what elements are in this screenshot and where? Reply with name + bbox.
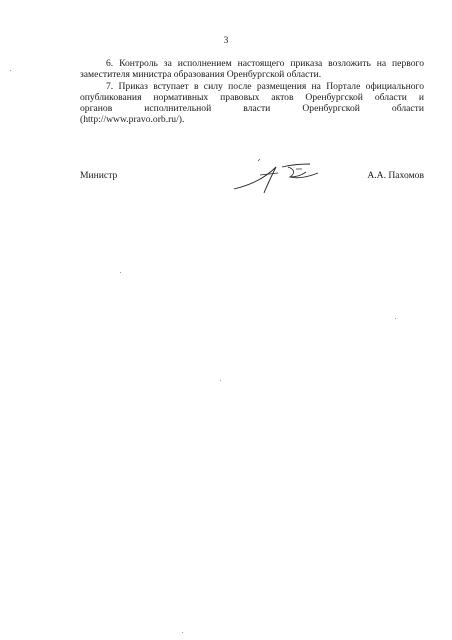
paragraph-line: 7. Приказ вступает в силу после размещения на Портале официального bbox=[106, 80, 424, 92]
signatory-name: А.А. Пахомов bbox=[367, 170, 424, 181]
paragraph-effective-date bbox=[80, 81, 424, 126]
paragraph-line: заместителя министра образования Оренбургской области. bbox=[80, 69, 322, 81]
document-body bbox=[80, 58, 424, 126]
paragraph-line: (http://www.pravo.orb.ru/). bbox=[80, 114, 185, 126]
scan-speck bbox=[395, 318, 396, 319]
paragraph-line: 6. Контроль за исполнением настоящего приказа возложить на первого bbox=[106, 58, 424, 69]
scan-speck bbox=[182, 632, 183, 633]
scan-speck bbox=[120, 272, 121, 273]
paragraph-control bbox=[80, 58, 424, 81]
paragraph-line: опубликования нормативных правовых актов Оренбургской области и bbox=[80, 91, 424, 103]
scan-speck bbox=[220, 380, 221, 381]
handwritten-signature bbox=[230, 155, 330, 195]
paragraph-line: органов исполнительной власти Оренбургской области bbox=[80, 103, 424, 115]
signature-block bbox=[80, 165, 424, 205]
scan-speck bbox=[10, 70, 11, 71]
signatory-title: Министр bbox=[80, 170, 118, 181]
page-number: 3 bbox=[223, 36, 229, 46]
